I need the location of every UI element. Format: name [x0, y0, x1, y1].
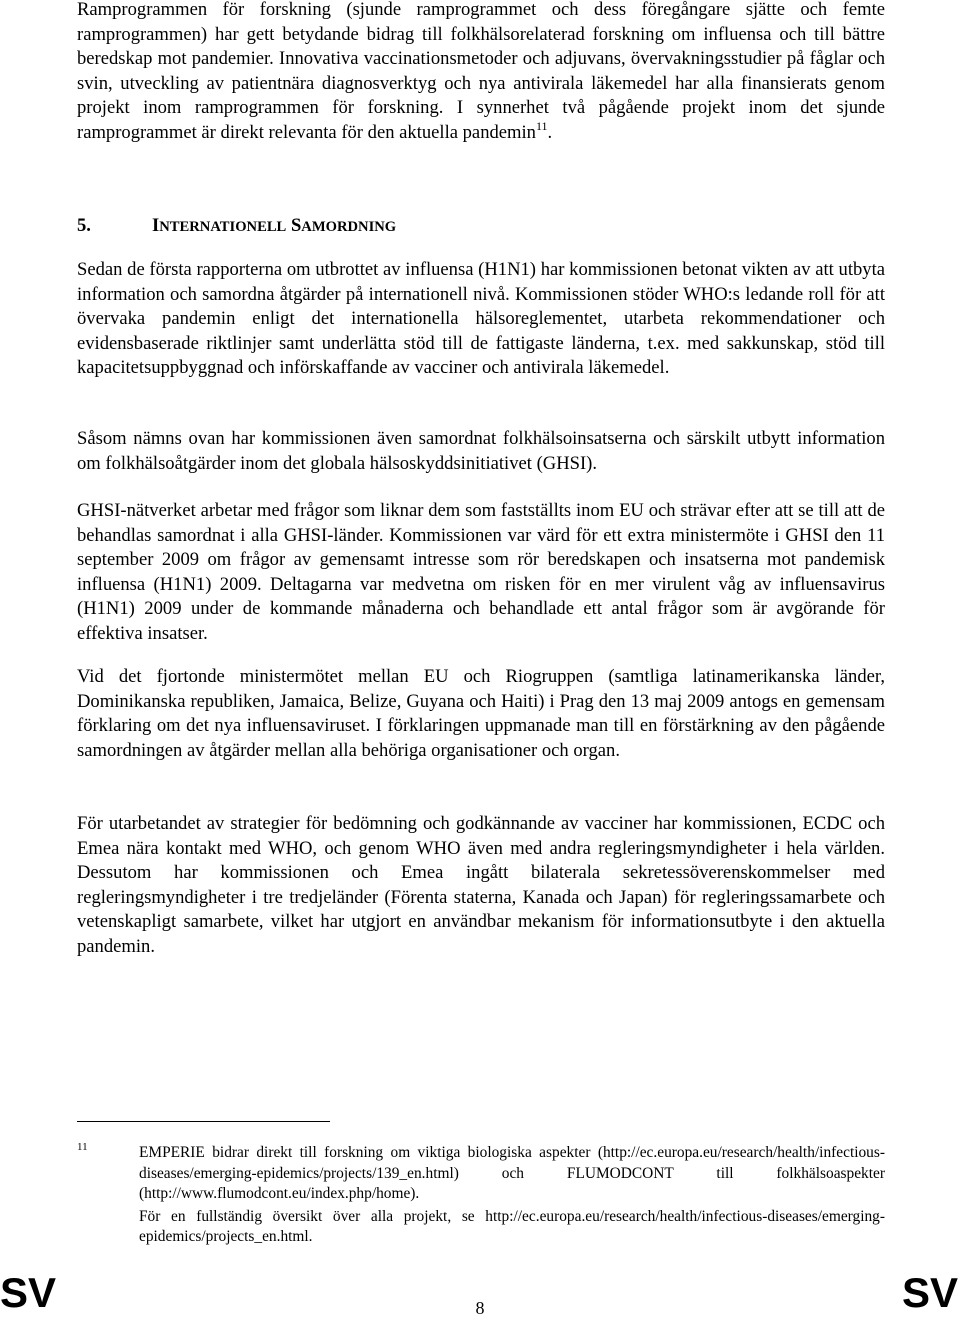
section-title-letter-2: S: [290, 215, 302, 236]
paragraph-ghsi-network: GHSI-nätverket arbetar med frågor som liknar dem som fastställts inom EU och strävar efter att se till att de behandlas samordnat i alla GHSI-länder. Kommissionen var värd för ett extra ministermöte i GHSI den 11 september 2009 om frågor av gemensamt intresse som rör beredskapen och insatserna mot pandemisk influensa (H1N1) 2009. Deltagarna var medvetna om risken för en mer virulent våg av influensavirus (H1N1) 2009 under de kommande månaderna och behandlade ett antal frågor som är avgörande för effektiva insatser.: [77, 500, 885, 644]
paragraph-international-coordination: Sedan de första rapporterna om utbrottet av influensa (H1N1) har kommissionen betonat vikten av att utbyta information och samordna åtgärder på internationell nivå. Kommissionen stöder WHO:s ledande roll för att övervaka pandemin enligt det internationella hälsoreglementet, utarbeta rekommendationer och evidensbaserade riktlinjer samt underlätta stöd till de fattigaste länderna, t.ex. med sakkunskap, stöd till kapacitetsuppbyggnad och införskaffande av vacciner och antivirala läkemedel.: [77, 259, 885, 379]
footnote-text-1: EMPERIE bidrar direkt till forskning om viktiga biologiska aspekter (http://ec.europa.eu/research/health/infectious-diseases/emerging-epidemics/projects/139_en.html) och FLUMODCONT till folkhälsoaspekter (http://www.flumodcont.eu/index.php/home).: [139, 1144, 885, 1203]
paragraph-ghsi-intro: Såsom nämns ovan har kommissionen även samordnat folkhälsoinsatserna och särskilt utbytt information om folkhälsoåtgärder inom det globala hälsoskyddsinitiativet (GHSI).: [77, 428, 885, 474]
footnote-text-2: För en fullständig översikt över alla projekt, se http://ec.europa.eu/research/health/infectious-diseases/emerging-epidemics/projects_en.html.: [139, 1207, 885, 1246]
footnote-body: [139, 1143, 885, 1248]
section-title-part-1: NTERNATIONELL: [159, 219, 287, 235]
page-number: 8: [475, 1298, 485, 1318]
section-title-part-2: AMORDNING: [301, 219, 397, 235]
footnote-separator: [77, 1121, 330, 1122]
language-code-right: SV: [901, 1269, 958, 1316]
intro-text-end: .: [547, 121, 553, 143]
language-code-left: SV: [0, 1269, 57, 1316]
footnote-reference[interactable]: 11: [535, 118, 548, 133]
section-heading: [77, 214, 396, 239]
footnote-mark: 11: [77, 1141, 88, 1153]
paragraph-rio-group: Vid det fjortonde ministermötet mellan EU och Riogruppen (samtliga latinamerikanska länder, Dominikanska republiken, Jamaica, Belize, Guyana och Haiti) i Prag den 13 maj 2009 antogs en gemensam förklaring om det nya influensaviruset. I förklaringen uppmanade man till en förstärkning av den pågående samordningen av åtgärder mellan alla behöriga organisationer och organ.: [77, 666, 885, 761]
section-title-letter-1: I: [152, 215, 160, 236]
intro-text: Ramprogrammen för forskning (sjunde ramprogrammet och dess föregångare sjätte och femte ramprogrammen) har gett betydande bidrag till folkhälsorelaterad forskning om influensa och till bättre beredskap mot pandemier. Innovativa vaccinationsmetoder och adjuvans, övervakningsstudier på fåglar och svin, utveckling av patientnära diagnosverktyg och nya antivirala läkemedel har alla finansierats genom projekt inom ramprogrammen för forskning. I synnerhet två pågående projekt inom det sjunde ramprogrammet är direkt relevanta för den aktuella pandemin: [77, 0, 885, 143]
section-number: 5.: [77, 215, 91, 236]
intro-paragraph: [77, 0, 885, 146]
paragraph-vaccine-strategies: För utarbetandet av strategier för bedömning och godkännande av vacciner har kommissionen, ECDC och Emea nära kontakt med WHO, och genom WHO även med andra regleringsmyndigheter i hela världen. Dessutom har kommissionen och Emea ingått bilaterala sekretessöverenskommelser med regleringsmyndigheter i tre tredjeländer (Förenta staterna, Kanada och Japan) för regleringssamarbete och vetenskapligt samarbete, vilket har utgjort en användbar mekanism för informationsutbyte i den aktuella pandemin.: [77, 813, 885, 957]
